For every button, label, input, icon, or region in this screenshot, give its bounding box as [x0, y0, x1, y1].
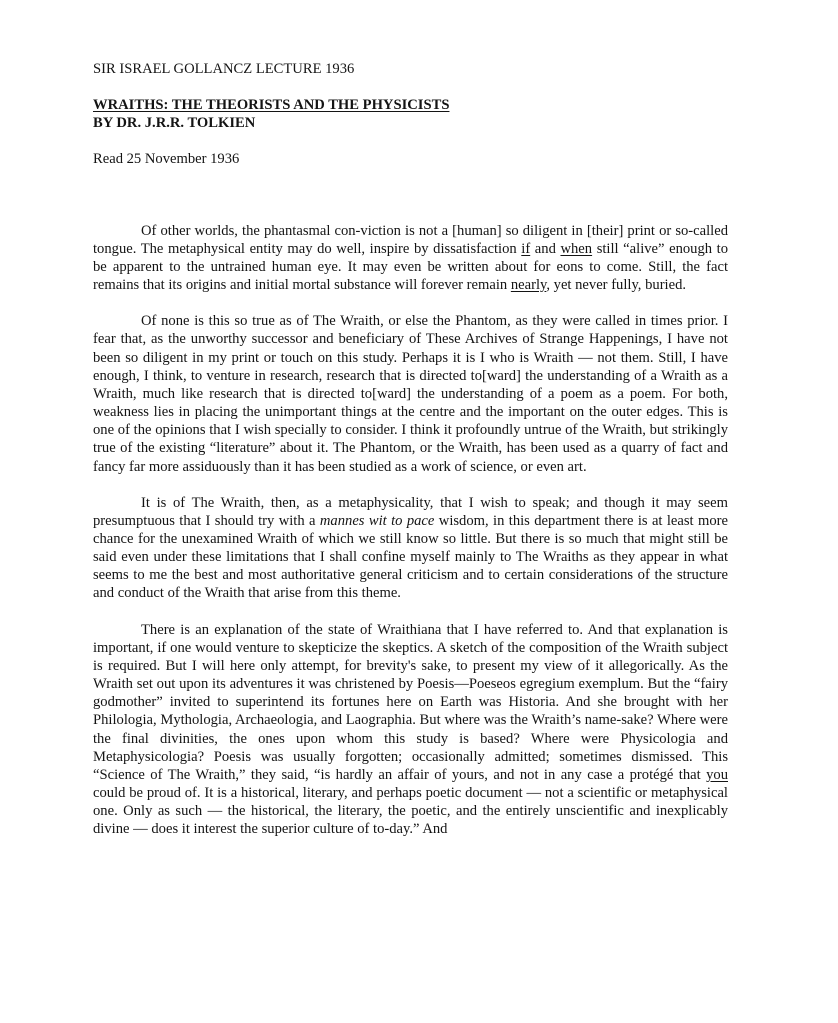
paragraph-4-text-a: There is an explanation of the state of Wraithiana that I have referred to. And that explanation is important, if one would venture to skepticize the skeptics. A sketch of the composition of the Wraith subject is required. But I will here only attempt, for brevity's sake, to present my view of it allegorically. As the Wraith set out upon its adventures it was christened by Poesis—Poeseos egregium exemplum. But the “fairy godmother” invited to superintend its fortunes here on Earth was Historia. And she brought with her Philologia, Mythologia, Archaeologia, and Laographia. But where was the Wraith’s name-sake? Where were the final divinities, the ones upon whom this study is based? Where were Physicologia and Metaphysicologia? Poesis was usually forgotten; occasionally admitted; sometimes dismissed. This “Science of The Wraith,” they said, “is hardly an affair of yours, and not in any case a protégé that [93, 621, 728, 783]
paragraph-1 [93, 222, 728, 295]
underlined-you: you [706, 766, 728, 783]
underlined-if: if [521, 240, 531, 257]
paragraph-4 [93, 621, 728, 839]
paragraph-1-text-d: , yet never fully, buried. [546, 277, 687, 294]
paragraph-1-text-b: and [530, 240, 561, 257]
paragraph-1-text-a: Of other worlds, the phantasmal con-viction is not a [human] so diligent in [their] print or so-called tongue. The metaphysical entity may do well, inspire by dissatisfaction [93, 222, 728, 257]
paragraph-2: Of none is this so true as of The Wraith, or else the Phantom, as they were called in times prior. I fear that, as the unworthy successor and beneficiary of These Archives of Strange Happenings, I have not been so diligent in my print or touch on this study. Perhaps it is I who is Wraith — not them. Still, I have enough, I think, to venture in research, research that is directed to[ward] the understanding of a Wraith as a Wraith, much like research that is directed to[ward] the understanding of a poem as a poem. For both, weakness lies in placing the unimportant things at the centre and the important on the outer edges. This is one of the opinions that I wish specially to consider. I think it profoundly untrue of the Wraith, but strikingly true of the existing “literature” about it. The Phantom, or the Wraith, has been used as a quarry of fact and fancy far more assiduously than it has been studied as a work of science, or even art. [93, 313, 728, 475]
paragraph-3-text-b: wisdom, in this department there is at least more chance for the unexamined Wraith of which we still know so little. But there is so much that might still be said even under these limitations that I shall confine myself mainly to The Wraiths as they appear in what seems to me the best and most authoritative general criticism and to certain considerations of the structure and conduct of the Wraith that arise from this theme. [93, 512, 728, 602]
lecture-header: SIR ISRAEL GOLLANCZ LECTURE 1936 [93, 61, 355, 77]
title-block [93, 96, 728, 132]
underlined-when: when [560, 240, 593, 257]
paragraph-3 [93, 494, 728, 603]
read-date: Read 25 November 1936 [93, 151, 240, 168]
italic-phrase: mannes wit to pace [319, 512, 435, 529]
author-byline: BY DR. J.R.R. TOLKIEN [93, 115, 256, 132]
paragraph-4-text-b: could be proud of. It is a historical, literary, and perhaps poetic document — not a scientific or metaphysical one. Only as such — the historical, the literary, the poetic, and the entirely unscientific and inexplicably divine — does it interest the superior culture of to-day.” And [93, 785, 728, 838]
document-title: WRAITHS: THE THEORISTS AND THE PHYSICISTS [93, 97, 450, 114]
document-page [93, 60, 728, 856]
paragraph-1-text-c: still “alive” enough to be apparent to the untrained human eye. It may even be written about for eons to come. Still, the fact remains that its origins and initial mortal substance will forever remain [93, 240, 728, 294]
paragraph-3-text-a: It is of The Wraith, then, as a metaphysicality, that I wish to speak; and though it may seem presumptuous that I should try with a [93, 494, 728, 529]
underlined-nearly: nearly [510, 277, 547, 294]
